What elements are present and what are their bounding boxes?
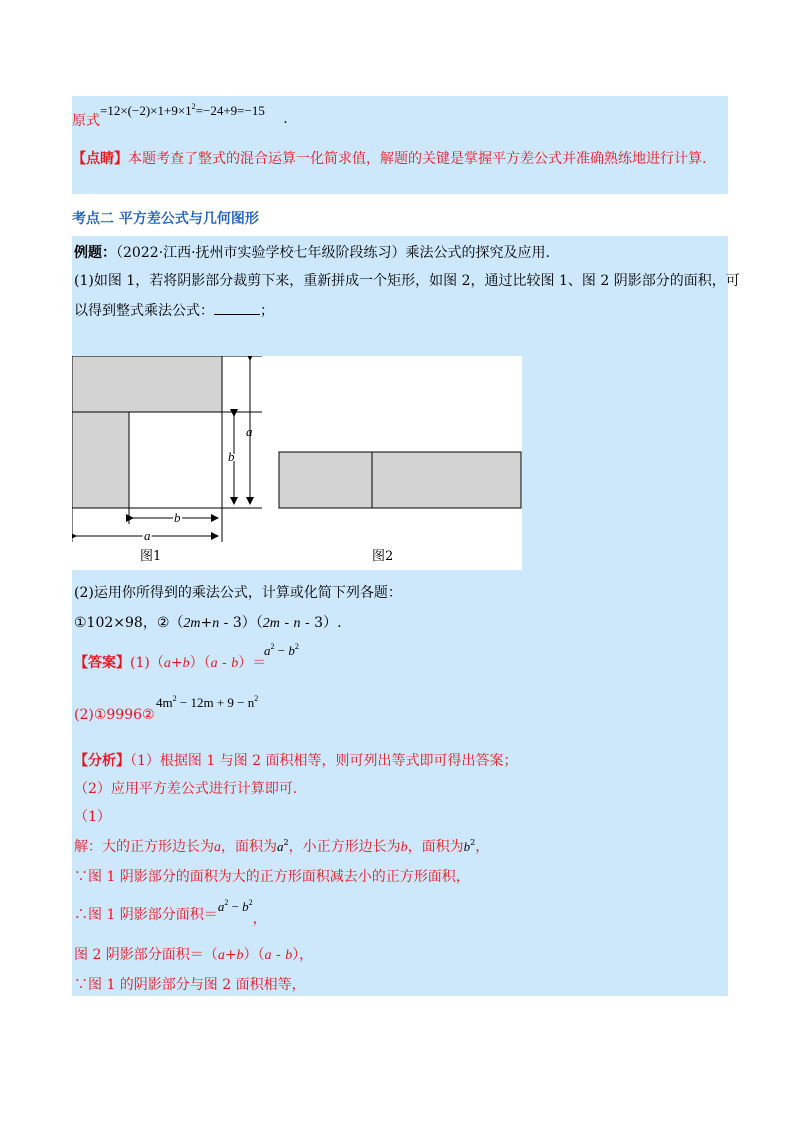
answer2-formula: $4m^2 - 12m + 9 - n^2$ [156, 694, 259, 710]
expression-line: 原式$=12\times(-2)\times 1+9\times 1^2=-24+9=-15$ . [72, 102, 288, 129]
solution-line5: ∵图 1 的阴影部分与图 2 面积相等， [74, 977, 306, 993]
answer-blank [214, 302, 260, 315]
figure-area [72, 356, 522, 570]
solution-line2: ∵图 1 阴影部分的面积为大的正方形面积减去小的正方形面积， [74, 869, 470, 885]
label-a-horizontal: a [144, 528, 151, 543]
comment-text: 本题考查了整式的混合运算一化简求值，解题的关键是掌握平方差公式并准确熟练地进行计算. [128, 151, 707, 167]
example-label: 例题： [74, 245, 116, 261]
section-title: 考点二 平方差公式与几何图形 [72, 211, 259, 227]
analysis-line3: （1） [74, 809, 111, 825]
fig2-left-shade [279, 452, 372, 508]
question1-line2: 以得到整式乘法公式： ； [74, 303, 274, 319]
question2-line2: ①102×98，②（2m+n - 3）（2m - n - 3）. [74, 615, 342, 631]
expr: =12×(−2)×1+9×1 [100, 103, 192, 118]
answer-line: 【答案】(1)（a+b）（a - b）＝ [74, 655, 267, 671]
solution-line4: 图 2 阴影部分面积＝（a+b）（a - b）， [74, 947, 314, 963]
fig1-left-shade [72, 412, 129, 508]
label-b-vertical: b [228, 449, 235, 464]
comment-tag: 【点睛】 [72, 151, 128, 167]
answer2-line: (2)①9996② [74, 707, 155, 723]
figure-svg [72, 356, 522, 570]
answer-formula: $a^2 - b^2$ [264, 642, 299, 658]
analysis-tag: 【分析】 [74, 753, 130, 769]
caption-figure-2: 图2 [372, 549, 394, 564]
fig2-right-shade [372, 452, 521, 508]
label-b-horizontal: b [174, 510, 181, 525]
answer-tag: 【答案】 [74, 655, 130, 671]
example-line: 例题：（2022·江西·抚州市实验学校七年级阶段练习）乘法公式的探究及应用. [74, 245, 550, 261]
prefix: 原式 [72, 113, 100, 129]
fig1-top-shade [72, 356, 222, 412]
question1-line1: (1)如图 1，若将阴影部分裁剪下来，重新拼成一个矩形，如图 2，通过比较图 1、图 2 阴影部分的面积，可 [74, 273, 740, 289]
solution-line1: 解：大的正方形边长为a，面积为$a^2$，小正方形边长为b，面积为$b^2$， [74, 838, 490, 855]
question2-line1: (2)运用你所得到的乘法公式，计算或化简下列各题： [74, 585, 402, 601]
comment-line [72, 150, 706, 168]
analysis-line2: （2）应用平方差公式进行计算即可. [74, 781, 298, 797]
label-a-vertical: a [246, 424, 253, 439]
solution-line3: ∴图 1 阴影部分面积$=a^2 - b^2$， [74, 898, 267, 927]
analysis-line1: 【分析】（1）根据图 1 与图 2 面积相等，则可列出等式即可得出答案； [74, 753, 518, 769]
caption-figure-1: 图1 [140, 549, 162, 564]
